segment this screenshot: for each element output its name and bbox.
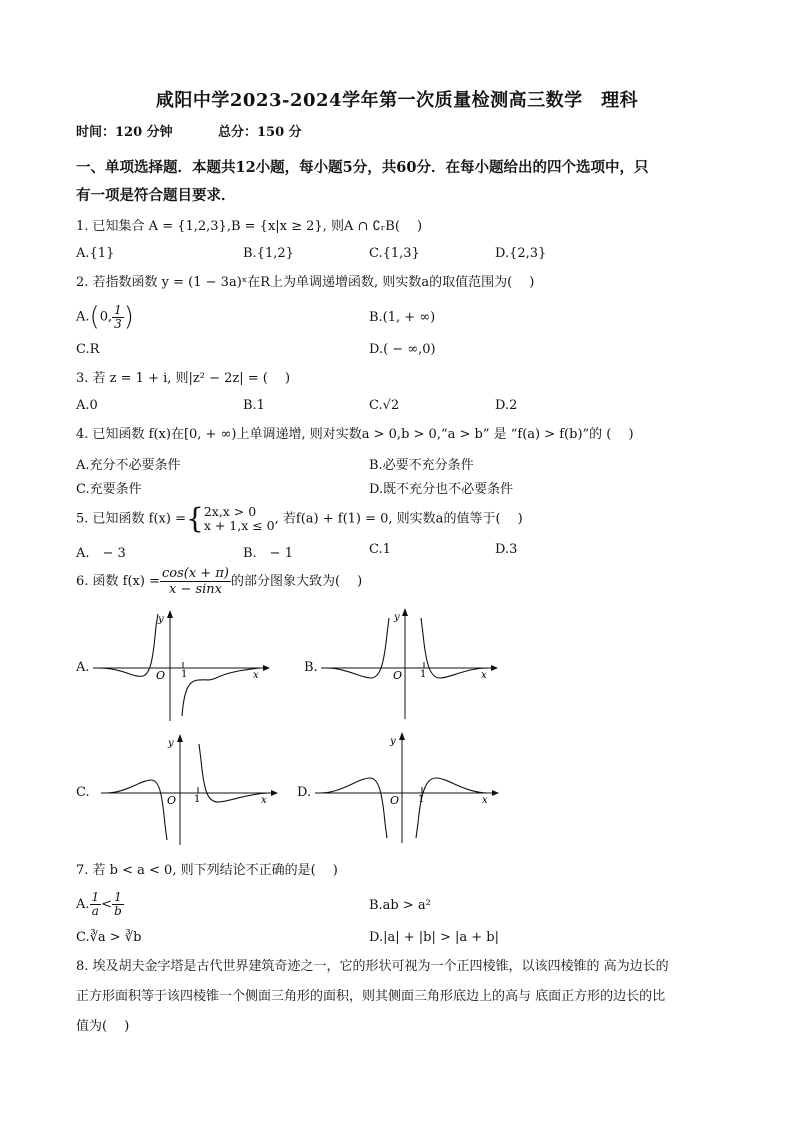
q7-option-c: C.∛a > ∛b: [76, 930, 142, 945]
graph-c-y-label: y: [168, 738, 174, 749]
graph-label-b: B.: [304, 660, 318, 675]
graph-d-curve-right: [416, 778, 488, 838]
section-heading-line2: 有一项是符合题目要求．: [76, 187, 236, 204]
graph-d-curve-left: [320, 778, 387, 838]
q7-option-a: [76, 888, 124, 922]
q3-option-b: B.1: [243, 398, 265, 413]
question-4: 4. 已知函数 f(x)在[0, + ∞)上单调递增, 则对实数a > 0,b > 0,“a > b” 是 “f(a) > f(b)”的 ( ): [76, 427, 634, 442]
q3-option-a: A.0: [76, 398, 98, 413]
page-title: 咸阳中学2023-2024学年第一次质量检测高三数学 理科: [155, 90, 639, 111]
q5-suffix: , 若f(a) + f(1) = 0, 则实数a的值等于( ): [274, 511, 523, 527]
graph-b-origin: O: [393, 669, 403, 682]
graph-b-y-label: y: [394, 612, 400, 623]
q7-fraction-2: [112, 891, 124, 918]
graph-a-origin: O: [156, 669, 166, 682]
q6-fraction-num: cos(x + π): [161, 566, 229, 581]
section-heading-line1: 一、单项选择题．本题共12小题，每小题5分，共60分．在每小题给出的四个选项中，只: [76, 159, 649, 176]
q1-option-d: D.{2,3}: [495, 246, 547, 261]
q5-prefix: 5. 已知函数 f(x) =: [76, 511, 186, 527]
q5-cases: [204, 505, 275, 533]
q5-option-d: D.3: [495, 542, 518, 557]
graph-d-x-label: x: [482, 795, 488, 806]
q2-option-a-close-paren: ): [123, 302, 134, 332]
q7-fraction-1: [90, 891, 102, 918]
q6-prefix: 6. 函数 f(x) =: [76, 574, 160, 589]
q6-suffix: 的部分图象大致为( ): [230, 574, 363, 589]
exam-time: 时间：120 分钟: [76, 125, 173, 140]
q4-option-b: B.必要不充分条件: [369, 458, 474, 473]
graph-c-tick-label: 1: [194, 794, 201, 805]
graph-b-x-arrow: [491, 665, 498, 671]
q2-option-a-prefix: A.: [76, 309, 90, 325]
graph-b-curve-right: [421, 618, 488, 678]
q4-option-c: C.充要条件: [76, 482, 142, 497]
q2-option-a: [76, 302, 134, 336]
graph-a-tick-label: 1: [181, 669, 188, 680]
q1-option-a: A.{1}: [76, 246, 115, 261]
graph-c-x-arrow: [271, 790, 278, 796]
q5-case-1: 2x,x > 0: [203, 504, 257, 519]
question-2: 2. 若指数函数 y = (1 − 3a)ˣ在R上为单调递增函数, 则实数a的取值范围为( ): [76, 275, 535, 290]
graph-label-c: C.: [76, 785, 90, 800]
question-3: 3. 若 z = 1 + i, 则|z² − 2z| = ( ): [76, 371, 291, 386]
graph-a-curve-left: [98, 614, 158, 676]
q1-option-b: B.{1,2}: [243, 246, 294, 261]
q7-option-a-prefix: A.: [76, 897, 90, 912]
q2-option-a-open-paren: (: [89, 302, 100, 332]
q4-option-d: D.既不充分也不必要条件: [369, 482, 514, 497]
question-5: [76, 502, 523, 536]
graph-b-x-label: x: [481, 670, 487, 681]
graph-d: [310, 728, 510, 848]
q5-option-a: A. − 3: [76, 546, 126, 561]
graph-d-y-arrow: [399, 732, 405, 740]
graph-a-y-label: y: [158, 614, 164, 625]
graph-c-curve-left: [106, 780, 167, 840]
graph-b: [316, 604, 506, 724]
q2-fraction-den: 3: [114, 316, 122, 331]
graph-label-d: D.: [297, 785, 312, 800]
q2-option-c: C.R: [76, 342, 100, 357]
graph-a-x-label: x: [253, 670, 259, 681]
q4-option-a: A.充分不必要条件: [76, 458, 181, 473]
q1-option-c: C.{1,3}: [369, 246, 420, 261]
graph-d-x-arrow: [492, 790, 499, 796]
q7-option-d: D.|a| + |b| > |a + b|: [369, 930, 499, 945]
graph-a-curve-right: [182, 668, 260, 716]
q5-option-c: C.1: [369, 542, 391, 557]
graph-a-x-arrow: [263, 665, 270, 671]
graph-b-tick-label: 1: [420, 669, 427, 680]
exam-score: 总分：150 分: [218, 125, 302, 140]
graph-d-tick-label: 1: [418, 794, 425, 805]
q3-option-d: D.2: [495, 398, 518, 413]
graph-a-y-arrow: [167, 610, 173, 618]
q6-fraction: [160, 566, 231, 597]
question-1: 1. 已知集合 A = {1,2,3},B = {x|x ≥ 2}, 则A ∩ ∁ᵣB( ): [76, 219, 423, 234]
graph-c-x-label: x: [261, 795, 267, 806]
graph-b-curve-left: [326, 618, 389, 678]
q5-option-b: B. − 1: [243, 546, 293, 561]
q7-fraction-2-num: 1: [112, 891, 124, 905]
question-7: 7. 若 b < a < 0, 则下列结论不正确的是( ): [76, 863, 338, 878]
graph-a: [88, 606, 278, 726]
q2-option-a-left: 0,: [99, 309, 113, 325]
q2-option-a-fraction: [112, 304, 124, 331]
q5-brace: {: [185, 502, 204, 535]
q7-option-b: B.ab > a²: [369, 898, 431, 913]
q7-less-than: <: [101, 897, 113, 912]
graph-b-y-arrow: [402, 608, 408, 616]
graph-label-a: A.: [76, 660, 90, 675]
q6-fraction-den: x − sinx: [168, 582, 222, 597]
q5-case-2: x + 1,x ≤ 0: [203, 518, 275, 533]
q2-option-b: B.(1, + ∞): [369, 310, 436, 325]
q7-fraction-1-num: 1: [91, 890, 100, 904]
graph-c-y-arrow: [177, 734, 183, 742]
question-6: [76, 564, 362, 600]
graph-c: [96, 730, 286, 850]
q2-fraction-num: 1: [114, 302, 122, 317]
question-8-line-3: 值为( ): [76, 1019, 130, 1034]
graph-c-origin: O: [167, 794, 177, 807]
q7-fraction-1-den: a: [91, 904, 99, 918]
question-8-line-1: 8. 埃及胡夫金字塔是古代世界建筑奇迹之一，它的形状可视为一个正四棱锥，以该四棱锥的 高为边长的: [76, 959, 669, 974]
question-8-line-2: 正方形面积等于该四棱锥一个侧面三角形的面积，则其侧面三角形底边上的高与 底面正方形的边长的比: [76, 989, 666, 1004]
q2-option-d: D.( − ∞,0): [369, 342, 436, 357]
graph-d-origin: O: [390, 794, 400, 807]
graph-d-y-label: y: [390, 736, 396, 747]
q3-option-c: C.√2: [369, 398, 400, 413]
q7-fraction-2-den: b: [114, 904, 122, 918]
